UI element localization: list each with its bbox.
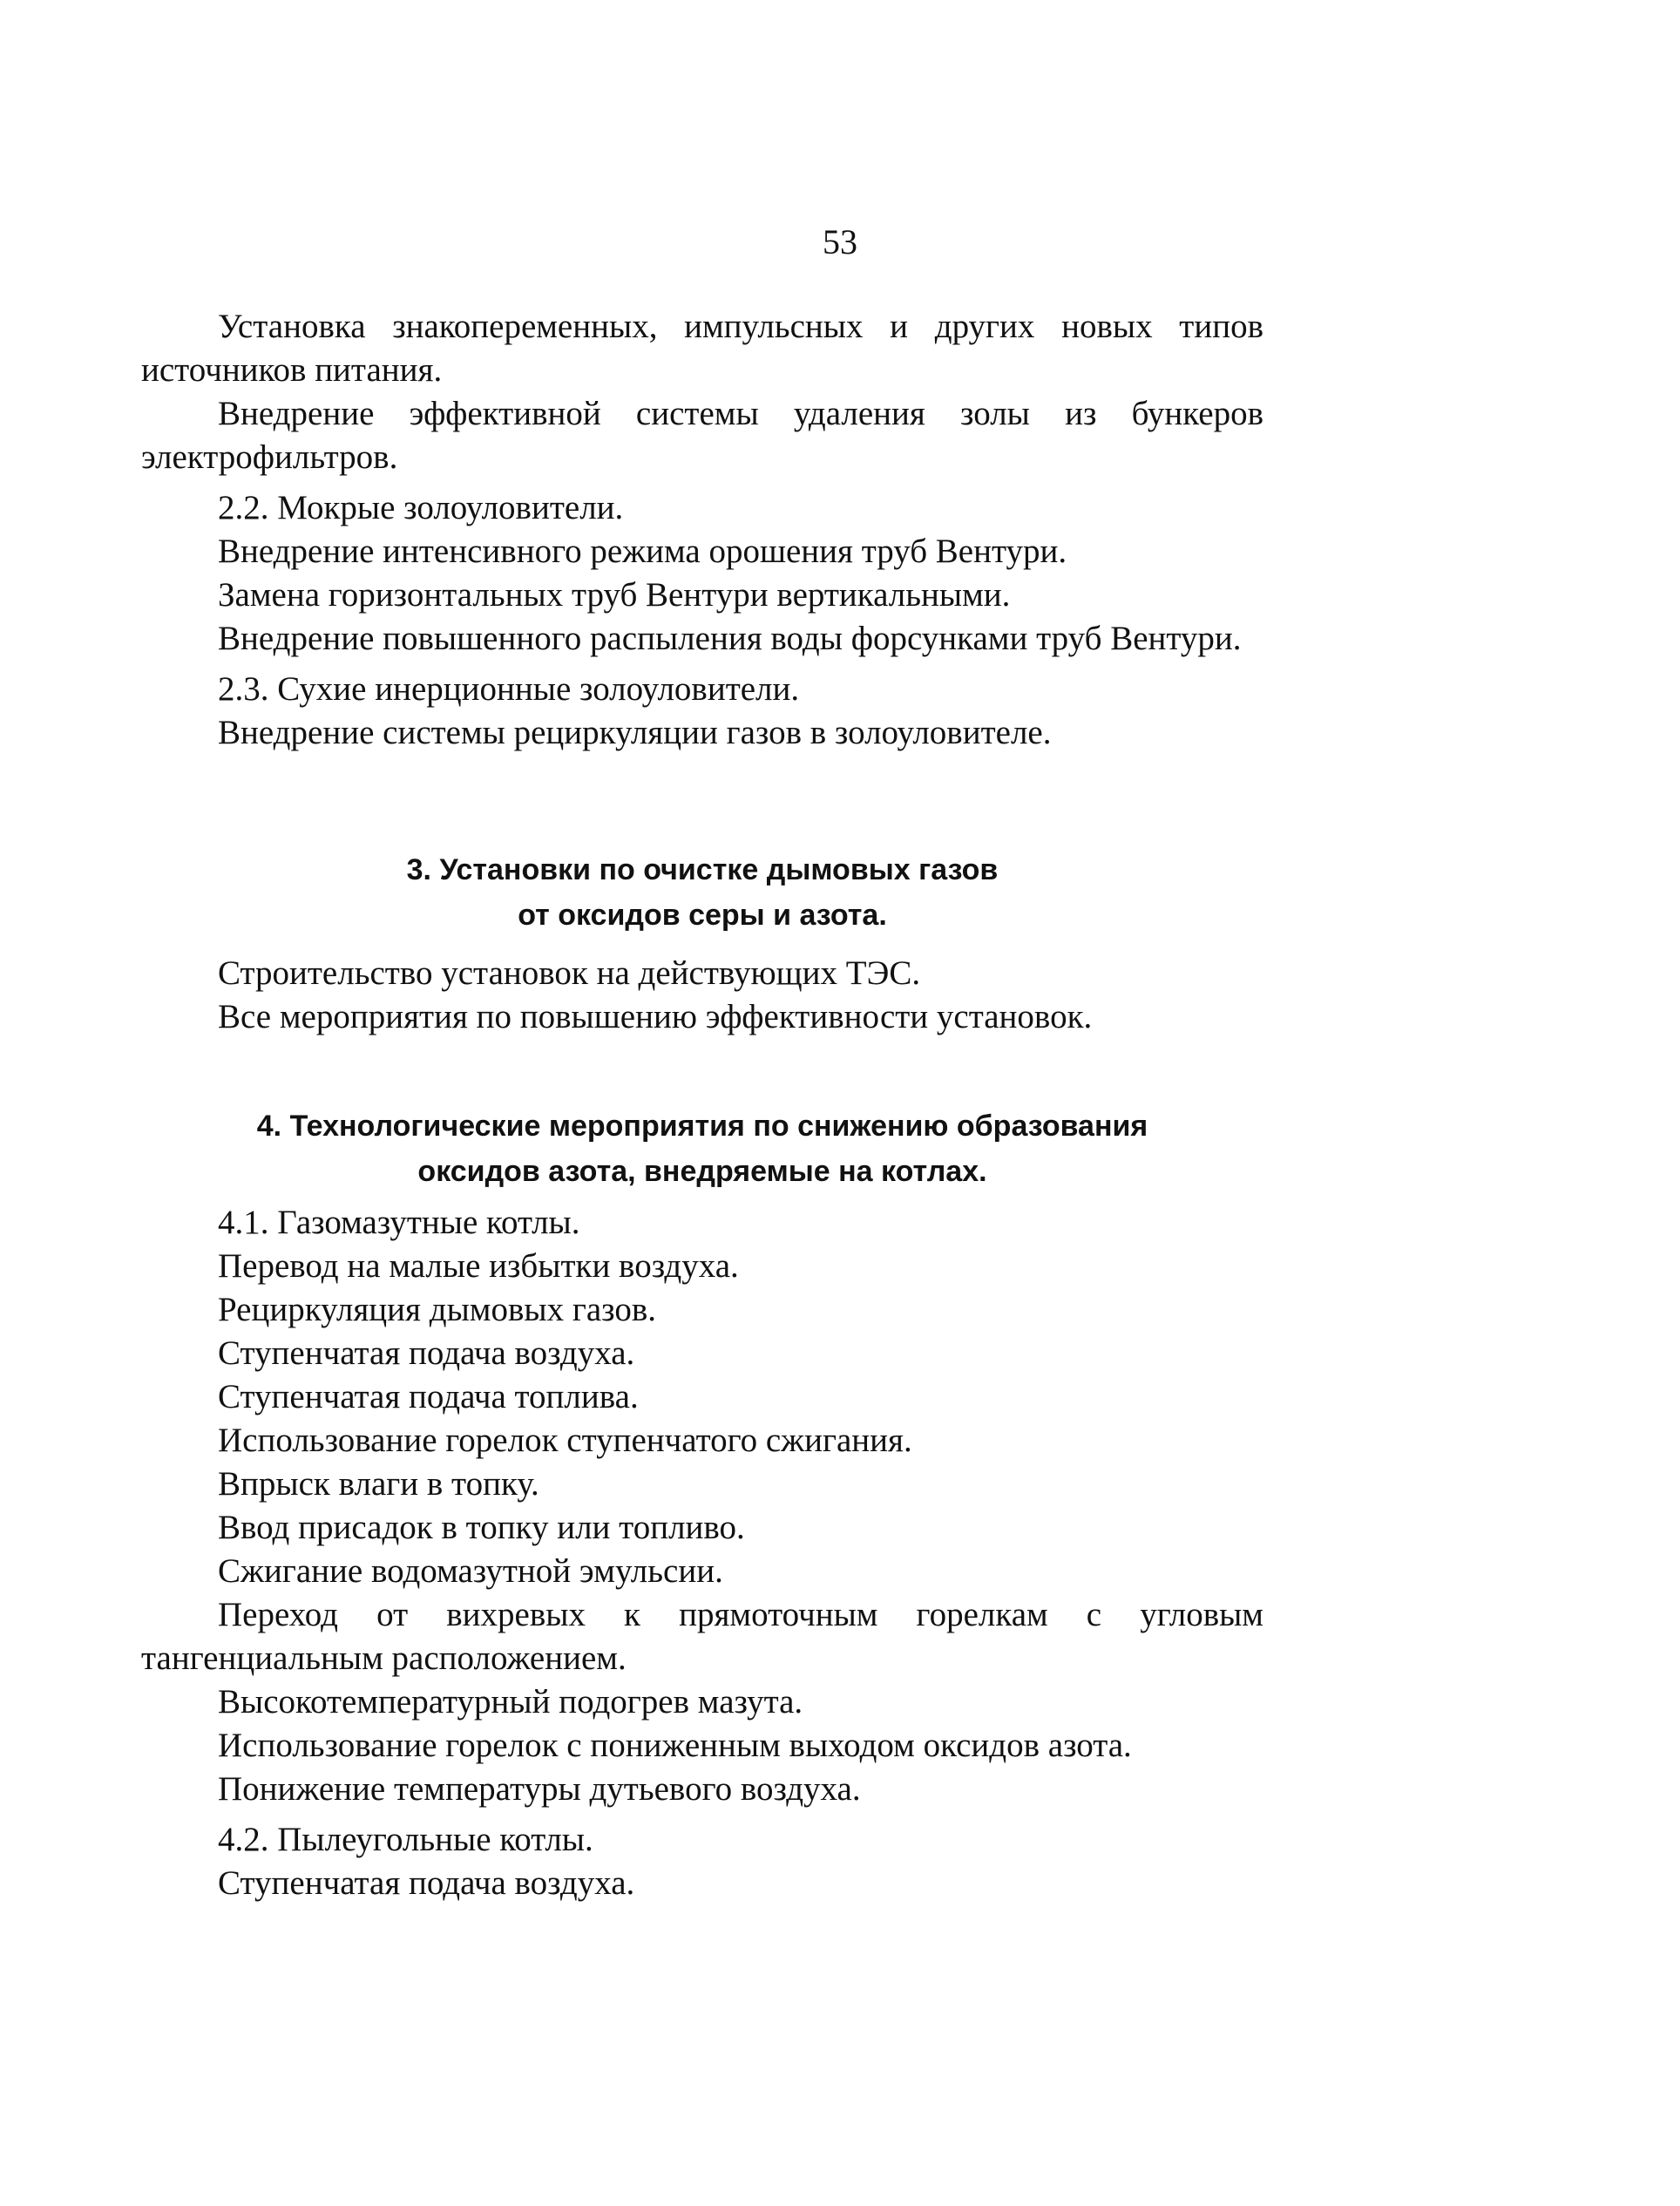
section-4-heading	[141, 1103, 1263, 1194]
paragraph-venturi-irrigation: Внедрение интенсивного режима орошения труб Вентури.	[218, 533, 1067, 570]
section-4-heading-line-1: 4. Технологические мероприятия по снижению образования	[256, 1110, 1148, 1143]
section-3-heading-line-1: 3. Установки по очистке дымовых газов	[406, 853, 999, 886]
list-item: Использование горелок с пониженным выходом оксидов азота.	[218, 1727, 1132, 1764]
list-item: Переход от вихревых к прямоточным горелкам с угловым тангенциальным расположением.	[141, 1596, 1263, 1677]
subsection-2-2-title: 2.2. Мокрые золоуловители.	[218, 489, 624, 526]
list-item: Ступенчатая подача воздуха.	[218, 1334, 635, 1372]
list-item: Рециркуляция дымовых газов.	[218, 1291, 656, 1328]
paragraph-venturi-vertical: Замена горизонтальных труб Вентури вертикальными.	[218, 576, 1011, 614]
list-item: Высокотемпературный подогрев мазута.	[218, 1683, 803, 1721]
list-item: Сжигание водомазутной эмульсии.	[218, 1552, 723, 1590]
paragraph-construction: Строительство установок на действующих ТЭС.	[218, 954, 921, 992]
list-item: Перевод на малые избытки воздуха.	[218, 1247, 739, 1285]
paragraph-gas-recirculation: Внедрение системы рециркуляции газов в золоуловителе.	[218, 714, 1052, 751]
paragraph-venturi-spray: Внедрение повышенного распыления воды форсунками труб Вентури.	[218, 620, 1242, 657]
list-item: Понижение температуры дутьевого воздуха.	[218, 1770, 861, 1808]
section-3-heading-line-2: от оксидов серы и азота.	[518, 899, 887, 932]
section-3-body	[141, 952, 1263, 1039]
section-4-body	[141, 1201, 1263, 1905]
paragraph-ash-removal: Внедрение эффективной системы удаления золы из бункеров электрофильтров.	[141, 395, 1263, 476]
list-item: Ступенчатая подача топлива.	[218, 1378, 639, 1415]
subsection-4-2-title: 4.2. Пылеугольные котлы.	[218, 1821, 593, 1858]
list-item: Ввод присадок в топку или топливо.	[218, 1509, 745, 1546]
subsection-2-3-title: 2.3. Сухие инерционные золоуловители.	[218, 670, 800, 708]
section-4-heading-line-2: оксидов азота, внедряемые на котлах.	[417, 1155, 987, 1188]
list-item: Впрыск влаги в топку.	[218, 1465, 539, 1503]
section-2-continuation	[141, 305, 1263, 755]
section-3-heading	[141, 847, 1263, 938]
page-number: 53	[823, 222, 857, 261]
paragraph-power-sources: Установка знакопеременных, импульсных и других новых типов источников питания.	[141, 308, 1263, 389]
list-item: Использование горелок ступенчатого сжигания.	[218, 1422, 912, 1459]
list-item: Ступенчатая подача воздуха.	[218, 1864, 635, 1902]
paragraph-efficiency: Все мероприятия по повышению эффективности установок.	[218, 998, 1093, 1035]
subsection-4-1-title: 4.1. Газомазутные котлы.	[218, 1204, 580, 1241]
